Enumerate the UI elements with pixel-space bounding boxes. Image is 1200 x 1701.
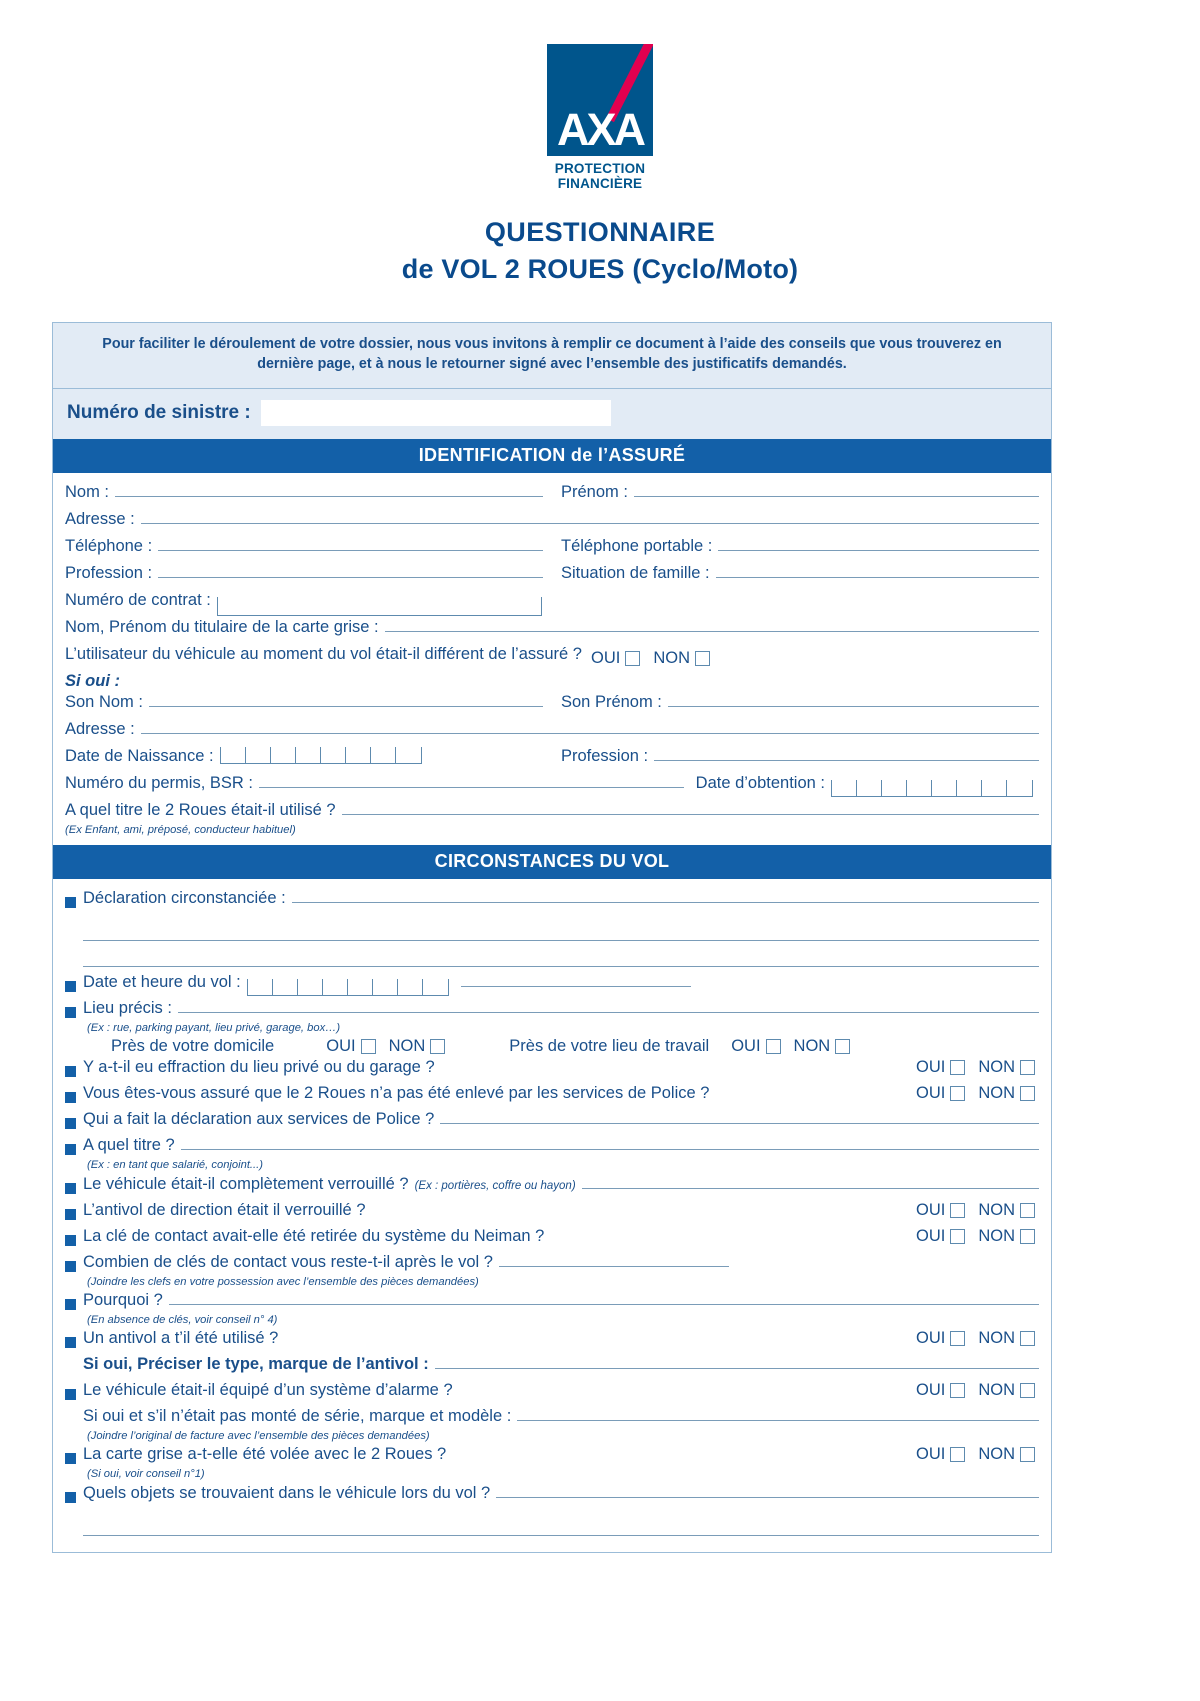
- claim-number-input[interactable]: [261, 400, 611, 426]
- bullet-square-icon: [65, 1144, 76, 1155]
- claim-number-label: Numéro de sinistre :: [67, 401, 251, 423]
- label-adresse: Adresse :: [65, 509, 135, 528]
- row-proximite: [65, 1037, 1039, 1056]
- bullet-square-icon: [65, 1389, 76, 1400]
- comb-cell: [371, 747, 396, 763]
- bullet-square-icon: [65, 1007, 76, 1018]
- label-a-quel-titre: A quel titre ?: [83, 1136, 175, 1155]
- label-prenom: Prénom :: [561, 482, 628, 501]
- bullet-square-icon: [65, 1066, 76, 1077]
- row-objets: [65, 1484, 1039, 1509]
- input-telephone[interactable]: [158, 539, 543, 551]
- row-alarme: [65, 1381, 1039, 1406]
- label-lieu-precis: Lieu précis :: [83, 998, 172, 1017]
- comb-cell: [221, 747, 246, 763]
- input-verrouille[interactable]: [582, 1177, 1039, 1189]
- row-telephone: [65, 537, 1039, 562]
- label-antivol-preciser: Si oui, Préciser le type, marque de l’antivol :: [83, 1355, 429, 1374]
- row-verrouille: [65, 1175, 1039, 1200]
- row-adresse-utilisateur: [65, 720, 1039, 745]
- si-oui-heading: Si oui :: [65, 671, 120, 690]
- comb-cell: [273, 979, 298, 995]
- label-oui: OUI: [915, 1445, 946, 1464]
- row-titulaire-carte-grise: [65, 618, 1039, 643]
- bullet-square-icon: [65, 897, 76, 908]
- label-oui: OUI: [731, 1037, 761, 1056]
- row-profession: [65, 564, 1039, 589]
- checkbox-non-pres-travail[interactable]: [835, 1039, 850, 1054]
- label-oui: OUI: [915, 1084, 946, 1103]
- row-combien-cles: [65, 1253, 1039, 1278]
- label-alarme-precision: Si oui et s’il n’était pas monté de série, marque et modèle :: [83, 1407, 512, 1426]
- input-a-quel-titre[interactable]: [181, 1138, 1039, 1150]
- section-band-identification: IDENTIFICATION de l’ASSURÉ: [53, 439, 1051, 473]
- field-telephone: [65, 537, 543, 556]
- checkbox-non-police-enleve[interactable]: [1020, 1086, 1035, 1101]
- label-oui: OUI: [915, 1381, 946, 1400]
- row-qui-declaration: [65, 1110, 1039, 1135]
- label-oui: OUI: [591, 649, 621, 668]
- bullet-square-icon: [65, 1118, 76, 1129]
- checkbox-oui-carte-grise[interactable]: [950, 1447, 965, 1462]
- label-profession-utilisateur: Profession :: [561, 746, 649, 765]
- checkbox-oui-pres-domicile[interactable]: [361, 1039, 376, 1054]
- yesno-carte-grise-volee: [902, 1445, 1039, 1464]
- label-oui: OUI: [915, 1200, 946, 1219]
- label-combien-cles: Combien de clés de contact vous reste-t-il après le vol ?: [83, 1252, 493, 1271]
- input-adresse[interactable]: [141, 512, 1039, 524]
- label-numero-contrat: Numéro de contrat :: [65, 590, 211, 609]
- label-pres-travail: Près de votre lieu de travail: [509, 1037, 710, 1056]
- label-a-quel-titre-utilise: A quel titre le 2 Roues était-il utilisé ?: [65, 800, 336, 819]
- row-date-naissance: [65, 747, 1039, 772]
- axa-logo: [0, 0, 1200, 191]
- section-band-circonstances: CIRCONSTANCES DU VOL: [53, 845, 1051, 879]
- checkbox-non-alarme[interactable]: [1020, 1383, 1035, 1398]
- row-carte-grise-volee: [65, 1445, 1039, 1470]
- axa-caption-line2: FINANCIÈRE: [557, 176, 643, 192]
- comb-cell: [882, 780, 907, 796]
- note-lieu-precis: (Ex : rue, parking payant, lieu privé, garage, box…): [87, 1021, 341, 1034]
- checkbox-oui-police-enleve[interactable]: [950, 1086, 965, 1101]
- label-effraction: Y a-t-il eu effraction du lieu privé ou du garage ?: [83, 1058, 435, 1077]
- input-adresse-utilisateur[interactable]: [141, 722, 1039, 734]
- input-son-nom[interactable]: [149, 695, 543, 707]
- row-date-heure-vol: [65, 973, 1039, 998]
- comb-cell: [857, 780, 882, 796]
- intro-text: Pour faciliter le déroulement de votre dossier, nous vous invitons à remplir ce document à l’aide des conseils que vous trouverez en dernière page, et à nous le retourner signé avec l’ensemble des justificatifs demandés.: [53, 323, 1051, 389]
- row-adresse: [65, 510, 1039, 535]
- yesno-alarme: [902, 1381, 1039, 1400]
- label-carte-grise-volee: La carte grise a-t-elle été volée avec le 2 Roues ?: [83, 1445, 447, 1464]
- comb-cell: [323, 979, 348, 995]
- label-non: NON: [978, 1200, 1015, 1219]
- input-profession-utilisateur[interactable]: [654, 749, 1039, 761]
- label-non: NON: [978, 1084, 1015, 1103]
- row-declaration: [65, 889, 1039, 914]
- label-situation-famille: Situation de famille :: [561, 563, 710, 582]
- label-antivol-direction: L’antivol de direction était il verrouillé ?: [83, 1200, 366, 1219]
- comb-cell: [373, 979, 398, 995]
- input-alarme-precision[interactable]: [517, 1409, 1039, 1421]
- yesno-utilisateur-different: [582, 649, 714, 668]
- note-a-quel-titre: (Ex : en tant que salarié, conjoint...): [87, 1159, 263, 1172]
- comb-cell: [248, 979, 273, 995]
- label-profession: Profession :: [65, 563, 153, 582]
- comb-cell: [423, 979, 448, 995]
- input-numero-contrat[interactable]: [217, 597, 542, 616]
- identification-body: [53, 473, 1051, 845]
- note-a-quel-titre-utilise: (Ex Enfant, ami, préposé, conducteur habituel): [65, 823, 296, 836]
- input-a-quel-titre-utilise[interactable]: [342, 803, 1039, 815]
- label-non: NON: [978, 1329, 1015, 1348]
- comb-cell: [1007, 780, 1032, 796]
- field-situation-famille: [561, 564, 1039, 583]
- input-profession[interactable]: [158, 566, 543, 578]
- row-a-quel-titre-utilise: [65, 801, 1039, 826]
- yesno-pres-domicile: [326, 1037, 449, 1056]
- bullet-square-icon: [65, 1183, 76, 1194]
- checkbox-non-utilisateur[interactable]: [695, 651, 710, 666]
- field-date-naissance: [65, 747, 543, 766]
- input-prenom[interactable]: [634, 485, 1039, 497]
- comb-cell: [398, 979, 423, 995]
- row-cle-contact: [65, 1227, 1039, 1252]
- field-son-prenom: [561, 693, 1039, 712]
- input-declaration-2[interactable]: [83, 915, 1039, 941]
- input-numero-permis[interactable]: [259, 776, 684, 788]
- label-telephone-portable: Téléphone portable :: [561, 536, 713, 555]
- note-carte-grise: (Si oui, voir conseil n°1): [87, 1468, 205, 1481]
- comb-cell: [298, 979, 323, 995]
- label-utilisateur-different: L’utilisateur du véhicule au moment du vol était-il différent de l’assuré ?: [65, 644, 582, 663]
- checkbox-non-carte-grise[interactable]: [1020, 1447, 1035, 1462]
- row-nom-prenom: [65, 483, 1039, 508]
- yesno-cle-contact: [902, 1227, 1039, 1246]
- input-pourquoi[interactable]: [169, 1293, 1039, 1305]
- label-cle-contact: La clé de contact avait-elle été retirée du système du Neiman ?: [83, 1226, 545, 1245]
- yesno-antivol-direction: [902, 1201, 1039, 1220]
- comb-cell: [907, 780, 932, 796]
- form-frame: [52, 322, 1052, 1553]
- checkbox-oui-alarme[interactable]: [950, 1383, 965, 1398]
- label-non: NON: [793, 1037, 831, 1056]
- axa-caption-line1: PROTECTION: [554, 161, 646, 176]
- input-son-prenom[interactable]: [668, 695, 1039, 707]
- input-date-naissance[interactable]: [220, 747, 422, 764]
- label-son-nom: Son Nom :: [65, 692, 143, 711]
- bullet-square-icon: [65, 1235, 76, 1246]
- label-telephone: Téléphone :: [65, 536, 153, 555]
- comb-cell: [832, 780, 857, 796]
- comb-cell: [246, 747, 271, 763]
- checkbox-oui-pres-travail[interactable]: [766, 1039, 781, 1054]
- row-son-nom-prenom: [65, 693, 1039, 718]
- label-oui: OUI: [326, 1037, 356, 1056]
- bullet-square-icon: [65, 1092, 76, 1103]
- row-antivol-direction: [65, 1201, 1039, 1226]
- yesno-police-enleve: [902, 1084, 1039, 1103]
- input-combien-cles[interactable]: [499, 1255, 729, 1267]
- note-combien-cles: (Joindre les clefs en votre possession avec l’ensemble des pièces demandées): [87, 1275, 479, 1288]
- input-objets-2[interactable]: [83, 1510, 1039, 1536]
- bullet-square-icon: [65, 1299, 76, 1310]
- yesno-antivol-utilise: [902, 1329, 1039, 1348]
- checkbox-oui-effraction[interactable]: [950, 1060, 965, 1075]
- checkbox-non-effraction[interactable]: [1020, 1060, 1035, 1075]
- claim-number-row: [53, 389, 1051, 439]
- comb-cell: [957, 780, 982, 796]
- input-declaration-3[interactable]: [83, 941, 1039, 967]
- input-declaration-1[interactable]: [292, 891, 1039, 903]
- label-police-enleve: Vous êtes-vous assuré que le 2 Roues n’a pas été enlevé par les services de Police ?: [83, 1084, 710, 1103]
- input-heure-vol[interactable]: [461, 975, 691, 987]
- checkbox-non-cle-contact[interactable]: [1020, 1229, 1035, 1244]
- yesno-effraction: [902, 1058, 1039, 1077]
- bullet-square-icon: [65, 1453, 76, 1464]
- bullet-square-icon: [65, 1492, 76, 1503]
- input-qui-declaration[interactable]: [440, 1112, 1039, 1124]
- input-antivol-preciser[interactable]: [435, 1357, 1039, 1369]
- row-permis: [65, 774, 1039, 799]
- label-qui-declaration: Qui a fait la déclaration aux services de Police ?: [83, 1110, 435, 1129]
- row-antivol-utilise: [65, 1329, 1039, 1354]
- label-alarme: Le véhicule était-il équipé d’un système d’alarme ?: [83, 1381, 453, 1400]
- circonstances-body: [53, 879, 1051, 1552]
- comb-cell: [396, 747, 421, 763]
- yesno-pres-travail: [731, 1037, 854, 1056]
- comb-cell: [296, 747, 321, 763]
- label-oui: OUI: [915, 1226, 946, 1245]
- bullet-square-icon: [65, 1337, 76, 1348]
- page-subtitle: de VOL 2 ROUES (Cyclo/Moto): [401, 254, 799, 285]
- row-antivol-preciser: [83, 1355, 1039, 1380]
- comb-cell: [348, 979, 373, 995]
- comb-cell: [346, 747, 371, 763]
- checkbox-oui-cle-contact[interactable]: [950, 1229, 965, 1244]
- axa-logo-mark: [547, 44, 653, 156]
- label-pourquoi: Pourquoi ?: [83, 1290, 163, 1309]
- label-date-heure-vol: Date et heure du vol :: [83, 972, 241, 991]
- label-objets: Quels objets se trouvaient dans le véhicule lors du vol ?: [83, 1483, 491, 1502]
- field-profession: [65, 564, 543, 583]
- label-non: NON: [978, 1226, 1015, 1245]
- bullet-square-icon: [65, 1261, 76, 1272]
- label-numero-permis: Numéro du permis, BSR :: [65, 773, 253, 792]
- checkbox-non-pres-domicile[interactable]: [430, 1039, 445, 1054]
- note-verrouille: (Ex : portières, coffre ou hayon): [414, 1179, 576, 1192]
- checkbox-oui-antivol-utilise[interactable]: [950, 1331, 965, 1346]
- label-verrouille: Le véhicule était-il complètement verrouillé ?: [83, 1174, 409, 1193]
- label-non: NON: [978, 1058, 1015, 1077]
- row-alarme-precision: [83, 1407, 1039, 1432]
- label-pres-domicile: Près de votre domicile: [111, 1037, 275, 1056]
- input-date-obtention[interactable]: [831, 780, 1033, 797]
- label-son-prenom: Son Prénom :: [561, 692, 662, 711]
- axa-logo-caption: [555, 161, 646, 191]
- input-lieu-precis[interactable]: [178, 1001, 1039, 1013]
- input-telephone-portable[interactable]: [718, 539, 1039, 551]
- input-situation-famille[interactable]: [716, 566, 1039, 578]
- note-alarme: (Joindre l’original de facture avec l’ensemble des pièces demandées): [87, 1430, 430, 1443]
- comb-cell: [982, 780, 1007, 796]
- row-police-enleve: [65, 1084, 1039, 1109]
- checkbox-non-antivol-utilise[interactable]: [1020, 1331, 1035, 1346]
- input-nom[interactable]: [115, 485, 543, 497]
- field-prenom: [561, 483, 1039, 502]
- row-effraction: [65, 1058, 1039, 1083]
- label-nom: Nom :: [65, 482, 110, 501]
- row-pourquoi: [65, 1291, 1039, 1316]
- field-profession-utilisateur: [561, 747, 1039, 766]
- label-date-obtention: Date d’obtention :: [695, 773, 825, 792]
- bullet-square-icon: [65, 1209, 76, 1220]
- row-a-quel-titre: [65, 1136, 1039, 1161]
- bullet-square-icon: [65, 981, 76, 992]
- label-non: NON: [978, 1381, 1015, 1400]
- checkbox-non-antivol-direction[interactable]: [1020, 1203, 1035, 1218]
- label-non: NON: [388, 1037, 426, 1056]
- row-numero-contrat: [65, 591, 1039, 616]
- note-pourquoi: (En absence de clés, voir conseil n° 4): [87, 1313, 278, 1326]
- comb-cell: [271, 747, 296, 763]
- comb-cell: [932, 780, 957, 796]
- row-utilisateur-different: [65, 645, 1039, 670]
- row-lieu-precis: [65, 999, 1039, 1024]
- label-titulaire-carte-grise: Nom, Prénom du titulaire de la carte grise :: [65, 617, 379, 636]
- label-oui: OUI: [915, 1329, 946, 1348]
- checkbox-oui-utilisateur[interactable]: [625, 651, 640, 666]
- label-declaration: Déclaration circonstanciée :: [83, 888, 286, 907]
- input-titulaire-carte-grise[interactable]: [385, 620, 1039, 632]
- axa-wordmark: AXA: [556, 104, 643, 155]
- field-son-nom: [65, 693, 543, 712]
- input-date-heure-comb[interactable]: [247, 979, 449, 996]
- page-title: QUESTIONNAIRE: [484, 217, 716, 248]
- label-non: NON: [653, 649, 691, 668]
- input-objets-1[interactable]: [496, 1486, 1039, 1498]
- field-nom: [65, 483, 543, 502]
- checkbox-oui-antivol-direction[interactable]: [950, 1203, 965, 1218]
- label-date-naissance: Date de Naissance :: [65, 746, 214, 765]
- label-non: NON: [978, 1445, 1015, 1464]
- comb-cell: [321, 747, 346, 763]
- label-adresse-utilisateur: Adresse :: [65, 719, 135, 738]
- label-antivol-utilise: Un antivol a t’il été utilisé ?: [83, 1329, 279, 1348]
- label-oui: OUI: [915, 1058, 946, 1077]
- field-telephone-portable: [561, 537, 1039, 556]
